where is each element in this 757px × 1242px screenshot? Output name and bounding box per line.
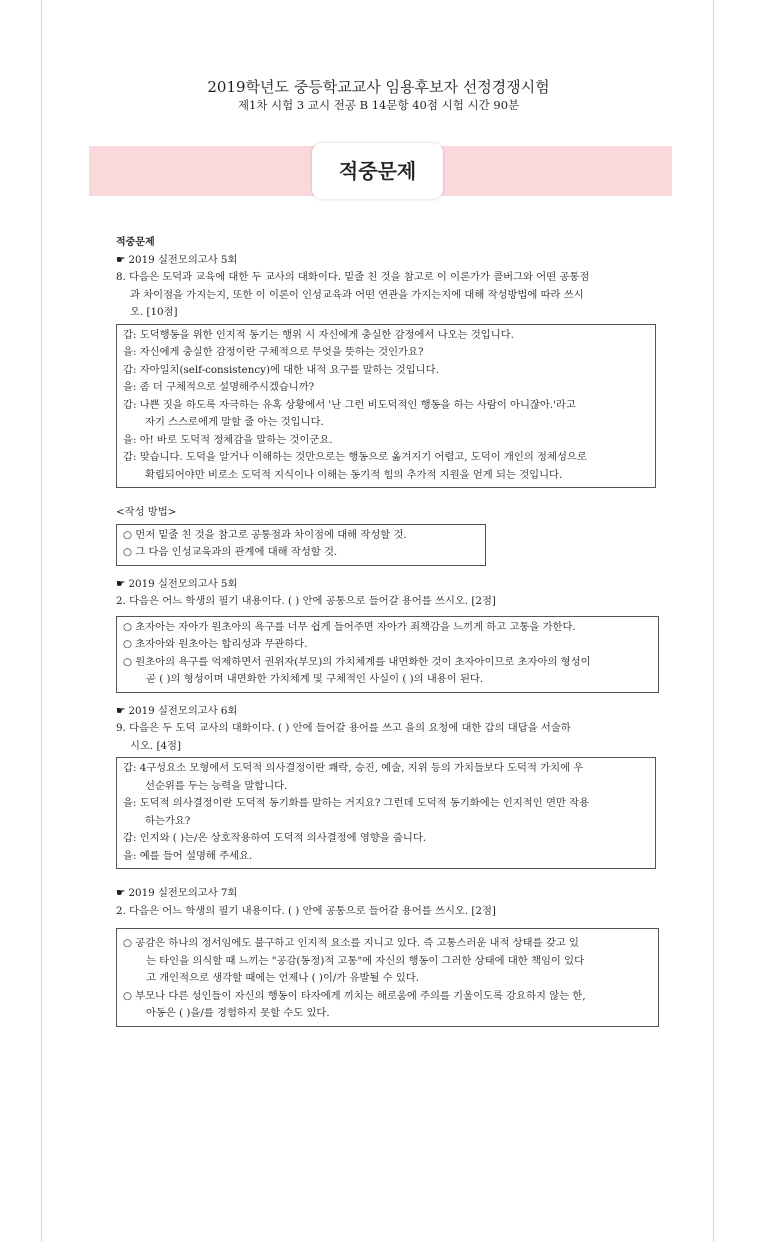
note-item: 아동은 ( )을/를 경험하지 못할 수도 있다. (146, 1007, 330, 1019)
dialogue-line: 갑: 도덕행동을 위한 인지적 동기는 행위 시 자신에게 충실한 감정에서 나오는 것입니다. (123, 328, 514, 341)
note-item: 는 타인을 의식할 때 느끼는 "공감(동정)적 고통"에 자신의 행동이 그러한 상태에 대한 책임이 있다 (146, 954, 585, 967)
q1-prompt-line: 8. 다음은 도덕과 교육에 대한 두 교사의 대화이다. 밑줄 친 것을 참고로 이 이론가가 콜버그와 어떤 공통점 (116, 271, 590, 283)
note-item: ○ 원초아의 욕구를 억제하면서 권위자(부모)의 가치체계를 내면화한 것이 초자아이므로 초자아의 형성이 (123, 655, 591, 668)
note-item: ○ 부모나 다른 성인들이 자신의 행동이 타자에게 끼치는 해로움에 주의를 기울이도록 강요하지 않는 한, (123, 989, 586, 1002)
q2-prompt-line: 2. 다음은 어느 학생의 필기 내용이다. ( ) 안에 공통으로 들어갈 용어를 쓰시오. [2점] (116, 595, 496, 607)
dialogue-line: 자기 스스로에게 말할 줄 아는 것입니다. (145, 416, 324, 428)
method-item: ○ 그 다음 인성교육과의 관계에 대해 작성할 것. (123, 546, 338, 558)
exam-subtitle: 제1차 시험 3 교시 전공 B 14문항 40점 시험 시간 90분 (237, 98, 520, 112)
q2-source: ☛ 2019 실전모의고사 5회 (116, 577, 238, 590)
note-item: ○ 초자아는 자아가 원초아의 욕구를 너무 쉽게 들어주면 자아가 죄책감을 느끼게 하고 고통을 가한다. (123, 620, 576, 633)
dialogue-line: 하는가요? (145, 814, 191, 827)
dialogue-line: 갑: 인지와 ( )는/은 상호작용하여 도덕적 의사결정에 영향을 줍니다. (123, 832, 427, 844)
q4-notes-box (116, 928, 659, 1027)
note-item: ○ 공감은 하나의 정서임에도 불구하고 인지적 요소를 지니고 있다. 즉 고통스러운 내적 상태를 갖고 있 (123, 937, 579, 949)
exam-title: 2019학년도 중등학교교사 임용후보자 선정경쟁시험 (207, 78, 550, 96)
dialogue-line: 갑: 4구성요소 모형에서 도덕적 의사결정이란 쾌락, 승진, 예술, 지위 등의 가치들보다 도덕적 가치에 우 (123, 762, 584, 774)
note-item: 곧 ( )의 형성이며 내면화한 가치체계 및 구체적인 사실이 ( )의 내용이 된다. (146, 673, 484, 685)
section-label: 적중문제 (116, 237, 155, 248)
q1-method-title: <작성 방법> (116, 506, 177, 518)
dialogue-line: 갑: 자아일치(self-consistency)에 대한 내적 요구를 말하는 것입니다. (123, 363, 439, 376)
q2-notes-box (116, 616, 659, 693)
dialogue-line: 선순위를 두는 능력을 말합니다. (145, 779, 288, 792)
q3-prompt-line: 시오. [4점] (130, 739, 181, 752)
banner-label: 적중문제 (312, 143, 443, 199)
dialogue-line: 을: 아! 바로 도덕적 정체감을 말하는 것이군요. (123, 433, 333, 446)
q4-prompt-line: 2. 다음은 어느 학생의 필기 내용이다. ( ) 안에 공통으로 들어갈 용어를 쓰시오. [2점] (116, 904, 496, 917)
q3-prompt-line: 9. 다음은 두 도덕 교사의 대화이다. ( ) 안에 들어갈 용어를 쓰고 을의 요청에 대한 갑의 대답을 서술하 (116, 722, 571, 734)
q1-prompt-line: 과 차이점을 가지는지, 또한 이 이론이 인성교육과 어떤 연관을 가지는지에 대해 작성방법에 따라 쓰시 (130, 288, 584, 301)
method-item: ○ 먼저 밑줄 친 것을 참고로 공통점과 차이점에 대해 작성할 것. (123, 528, 407, 541)
dialogue-line: 갑: 맞습니다. 도덕을 알거나 이해하는 것만으로는 행동으로 옮겨지기 어렵고, 도덕이 개인의 정체성으로 (123, 451, 587, 463)
note-item: 고 개인적으로 생각할 때에는 언제나 ( )이/가 유발될 수 있다. (146, 972, 420, 984)
dialogue-line: 을: 좀 더 구체적으로 설명해주시겠습니까? (123, 381, 315, 393)
q1-prompt-line: 오. [10점] (130, 306, 178, 318)
note-item: ○ 초자아와 원초아는 합리성과 무관하다. (123, 638, 308, 650)
q1-method-box (116, 524, 486, 566)
q4-source: ☛ 2019 실전모의고사 7회 (116, 887, 238, 899)
dialogue-line: 갑: 나쁜 짓을 하도록 자극하는 유혹 상황에서 '난 그런 비도덕적인 행동을 하는 사람이 아니잖아.'라고 (123, 398, 576, 411)
dialogue-line: 을: 자신에게 충실한 감정이란 구체적으로 무엇을 뜻하는 것인가요? (123, 346, 424, 358)
dialogue-line: 을: 도덕적 의사결정이란 도덕적 동기화를 말하는 거지요? 그런데 도덕적 동기화에는 인지적인 면만 작용 (123, 797, 590, 809)
q1-dialogue-box (116, 324, 656, 489)
q1-source: ☛ 2019 실전모의고사 5회 (116, 253, 238, 266)
dialogue-line: 을: 예를 들어 설명해 주세요. (123, 849, 253, 862)
dialogue-line: 확립되어야만 비로소 도덕적 지식이나 이해는 동기적 힘의 추가적 지원을 얻게 되는 것입니다. (145, 468, 563, 481)
q3-source: ☛ 2019 실전모의고사 6회 (116, 704, 238, 717)
q3-dialogue-box (116, 757, 656, 869)
document-body (116, 234, 664, 1027)
